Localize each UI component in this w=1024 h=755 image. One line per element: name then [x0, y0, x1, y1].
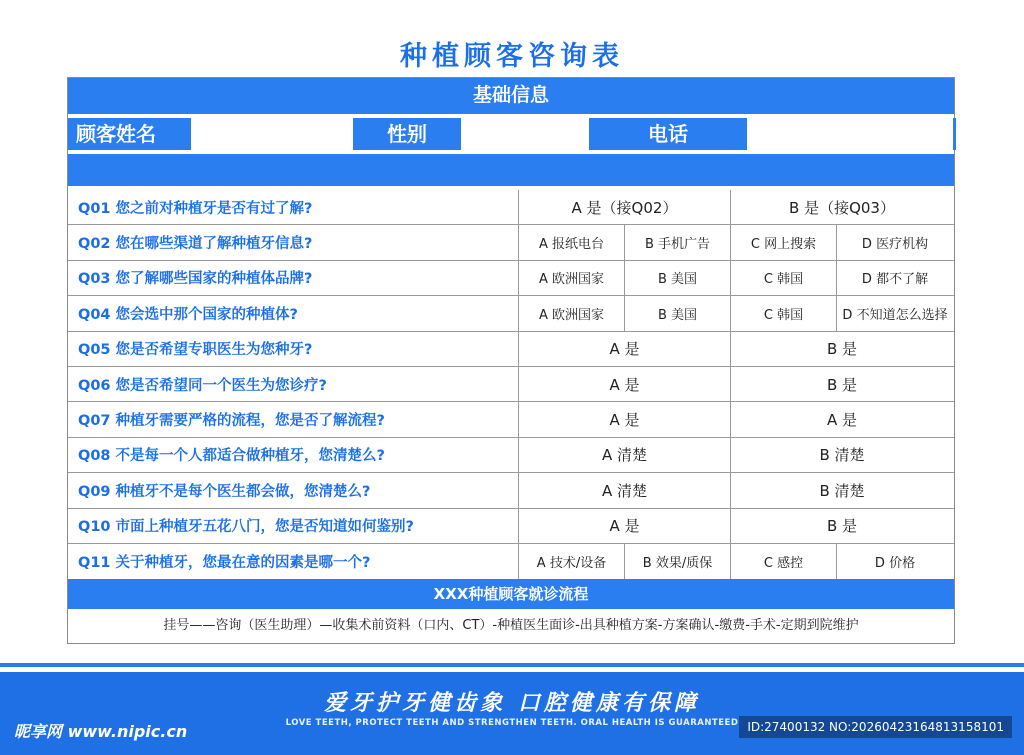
basic-info-header: 基础信息 — [68, 78, 954, 114]
watermark-logo: 昵享网 www.nipic.cn — [14, 722, 188, 741]
answer-option[interactable]: D 价格 — [836, 544, 953, 579]
answer-option[interactable]: A 报纸电台 — [518, 225, 624, 259]
gender-field[interactable] — [461, 118, 589, 150]
answer-option[interactable]: A 清楚 — [518, 438, 730, 472]
question-text: Q11 关于种植牙，您最在意的因素是哪一个? — [78, 555, 371, 572]
customer-name-label: 顾客姓名 — [68, 118, 199, 150]
question-text: Q10 市面上种植牙五花八门，您是否知道如何鉴别? — [78, 519, 414, 536]
slogan-en: LOVE TEETH, PROTECT TEETH AND STRENGTHEN TEETH. ORAL HEALTH IS GUARANTEED — [285, 718, 739, 728]
answer-option[interactable]: B 是（接Q03） — [730, 190, 953, 224]
page-title: 种植顾客咨询表 — [400, 41, 624, 72]
question-row — [68, 332, 954, 367]
question-row — [68, 402, 954, 437]
question-row — [68, 261, 954, 296]
flow-header: XXX种植顾客就诊流程 — [68, 579, 954, 609]
answer-option[interactable]: B 手机广告 — [624, 225, 730, 259]
question-text: Q03 您了解哪些国家的种植体品牌? — [78, 271, 313, 288]
question-row — [68, 190, 954, 225]
answer-option[interactable]: B 是 — [730, 367, 953, 401]
phone-label: 电话 — [589, 118, 747, 150]
answer-option[interactable]: A 是 — [518, 332, 730, 366]
blank-divider-bar — [68, 154, 954, 186]
flow-text: 挂号——咨询（医生助理）—收集术前资料（口内、CT）-种植医生面诊-出具种植方案-方案确认-缴费-手术-定期到院维护 — [163, 618, 859, 633]
phone-field[interactable] — [747, 118, 953, 150]
basic-info-edge — [953, 118, 956, 150]
gender-label: 性别 — [353, 118, 461, 150]
answer-option[interactable]: A 是 — [518, 402, 730, 436]
question-text: Q05 您是否希望专职医生为您种牙? — [78, 342, 313, 359]
answer-option[interactable]: A 是 — [730, 402, 953, 436]
answer-option[interactable]: B 美国 — [624, 261, 730, 295]
question-row — [68, 438, 954, 473]
answer-option[interactable]: B 是 — [730, 509, 953, 543]
answer-option[interactable]: A 欧洲国家 — [518, 261, 624, 295]
watermark-id: ID:27400132 NO:20260423164813158101 — [739, 716, 1012, 738]
consultation-form — [67, 77, 955, 644]
answer-option[interactable]: A 技术/设备 — [518, 544, 624, 579]
answer-option[interactable]: A 欧洲国家 — [518, 296, 624, 330]
customer-name-field[interactable] — [191, 118, 353, 150]
answer-option[interactable]: D 医疗机构 — [836, 225, 953, 259]
answer-option[interactable]: C 网上搜索 — [730, 225, 836, 259]
answer-option[interactable]: B 美国 — [624, 296, 730, 330]
answer-option[interactable]: B 清楚 — [730, 473, 953, 507]
answer-option[interactable]: B 是 — [730, 332, 953, 366]
answer-option[interactable]: C 韩国 — [730, 261, 836, 295]
question-text: Q07 种植牙需要严格的流程，您是否了解流程? — [78, 413, 385, 430]
answer-option[interactable]: A 是 — [518, 367, 730, 401]
answer-option[interactable]: A 是（接Q02） — [518, 190, 730, 224]
answer-option[interactable]: D 都不了解 — [836, 261, 953, 295]
question-row — [68, 225, 954, 260]
question-row — [68, 367, 954, 402]
question-text: Q08 不是每一个人都适合做种植牙，您清楚么? — [78, 448, 385, 465]
question-text: Q04 您会选中那个国家的种植体? — [78, 306, 298, 323]
footer-banner — [0, 672, 1024, 755]
question-text: Q06 您是否希望同一个医生为您诊疗? — [78, 377, 327, 394]
question-row — [68, 296, 954, 331]
answer-option[interactable]: D 不知道怎么选择 — [836, 296, 953, 330]
answer-option[interactable]: C 感控 — [730, 544, 836, 579]
answer-option[interactable]: A 是 — [518, 509, 730, 543]
answer-option[interactable]: C 韩国 — [730, 296, 836, 330]
slogan-cn: 爱牙护牙健齿象 口腔健康有保障 — [324, 691, 700, 716]
answer-option[interactable]: B 清楚 — [730, 438, 953, 472]
question-row — [68, 509, 954, 544]
question-text: Q09 种植牙不是每个医生都会做，您清楚么? — [78, 483, 371, 500]
question-row — [68, 473, 954, 508]
footer-divider — [0, 663, 1024, 667]
question-text: Q01 您之前对种植牙是否有过了解? — [78, 200, 313, 217]
answer-option[interactable]: B 效果/质保 — [624, 544, 730, 579]
question-row — [68, 544, 954, 579]
answer-option[interactable]: A 清楚 — [518, 473, 730, 507]
question-text: Q02 您在哪些渠道了解种植牙信息? — [78, 236, 313, 253]
